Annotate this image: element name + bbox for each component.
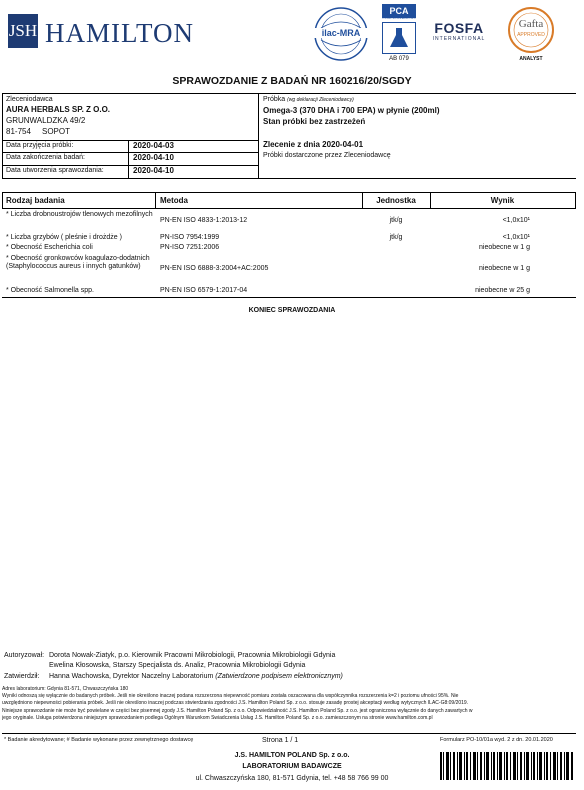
gafta-label: Gafta xyxy=(518,18,544,30)
pca-label: PCA xyxy=(382,4,416,18)
date-received-value: 2020-04-03 xyxy=(133,141,174,150)
table-row xyxy=(0,211,584,233)
date-created-label: Data utworzenia sprawozdania: xyxy=(6,167,104,174)
sample-label-line xyxy=(263,96,354,104)
footer-company: J.S. HAMILTON POLAND Sp. z o.o. xyxy=(234,752,350,759)
row-result: <1,0x10¹ xyxy=(502,217,530,224)
approved-note: (Zatwierdzone podpisem elektronicznym) xyxy=(215,673,343,680)
page-number: Strona 1 / 1 xyxy=(262,737,299,744)
gafta-role: ANALYST xyxy=(519,56,543,62)
authorized-label: Autoryzował: xyxy=(4,652,45,659)
footer-divider xyxy=(2,733,576,734)
col-header-unit: Jednostka xyxy=(376,196,416,205)
client-city: SOPOT xyxy=(42,127,71,136)
row-result: nieobecne w 1 g xyxy=(479,265,530,272)
client-label: Zleceniodawca xyxy=(6,96,53,103)
table-top-border xyxy=(2,192,576,193)
table-bottom-border xyxy=(2,297,576,298)
row-result: nieobecne w 1 g xyxy=(479,244,530,251)
table-vline-right xyxy=(575,192,576,208)
row-method: PN-ISO 7954:1999 xyxy=(160,234,220,241)
legal-line: Wyniki odnoszą się wyłącznie do badanych próbek. Jeśli nie określono inaczej podana rozszerzona niepewność pomiaru została oszacowana dla współczynnika rozszerzenia k=2 i poziomu ufności 95%. Nie xyxy=(2,693,459,700)
date-completed-label: Data zakończenia badań: xyxy=(6,154,85,161)
approved-line xyxy=(49,673,343,681)
row-type: * Obecność Salmonella spp. xyxy=(6,287,94,294)
row-result: nieobecne w 25 g xyxy=(475,287,530,294)
pca-number: AB 079 xyxy=(389,56,409,62)
row-type: * Liczba grzybów ( pleśnie i drożdże ) xyxy=(6,234,122,241)
row-method: PN-EN ISO 6888-3:2004+AC:2005 xyxy=(160,265,269,272)
table-vline-left xyxy=(2,192,3,208)
legal-line: jego oryginale. Usługa potwierdzona niniejszym sprawozdaniem podlega Ogólnym Warunkom Świadczenia Usług J.S. Hamilton Poland Sp. z o.o. zamieszczonym na stronie www.hamilton.com.pl xyxy=(2,714,433,721)
company-logo-name: HAMILTON xyxy=(45,18,195,48)
sample-label-note: (wg deklaracji Zleceniodawcy) xyxy=(287,97,354,103)
sample-delivery: Próbki dostarczone przez Zleceniodawcę xyxy=(263,152,391,159)
sample-label: Próbka xyxy=(263,96,286,103)
client-street: GRUNWALDZKA 49/2 xyxy=(6,116,86,125)
row-method: PN-EN ISO 4833-1:2013-12 xyxy=(160,217,248,224)
dates-table xyxy=(2,140,259,178)
pca-flask-box xyxy=(382,22,416,54)
table-row xyxy=(0,244,584,254)
order-date: Zlecenie z dnia 2020-04-01 xyxy=(263,140,364,149)
table-row xyxy=(0,287,584,297)
report-title: SPRAWOZDANIE Z BADAŃ NR 160216/20/SGDY xyxy=(172,75,412,87)
pca-accreditation-logo xyxy=(382,4,416,64)
box-top-border xyxy=(2,93,576,94)
legal-line: uwzględniono niepewności pobierania próbek. Jeśli nie określono inaczej podczas stwierdzania zgodności J.S. Hamilton Poland Sp. z o.o. stosuje zasadę prostej akceptacji według wytycznych ILAC-G8:09/2019. xyxy=(2,700,469,707)
lab-address: Adres laboratorium: Gdynia 81-571, Chwaszczyńska 180 xyxy=(2,686,129,692)
row-type: * Obecność gronkowców koagulazo-dodatnich (Staphylococcus aureus i innych gatunków) xyxy=(6,255,150,271)
gafta-logo xyxy=(505,6,557,66)
client-postcode: 81-754 xyxy=(6,127,31,136)
row-unit: jtk/g xyxy=(389,234,403,241)
date-created-value: 2020-04-10 xyxy=(133,166,174,175)
client-name: AURA HERBALS SP. Z O.O. xyxy=(6,105,111,114)
footer-lab: LABORATORIUM BADAWCZE xyxy=(242,763,342,770)
table-header-border xyxy=(2,208,576,209)
ilac-mra-label: ilac-MRA xyxy=(313,28,369,38)
fosfa-label: FOSFA xyxy=(434,20,484,36)
authorized-person-1: Dorota Nowak-Ziatyk, p.o. Kierownik Pracowni Mikrobiologii, Pracownia Mikrobiologii Gdynia xyxy=(49,652,336,659)
approved-label: Zatwierdził: xyxy=(4,673,40,680)
form-number: Formularz PO-10/01a wyd. 2 z dn. 20.01.2020 xyxy=(440,737,553,743)
pca-sub: POLSKIE CENTRUM AKREDYTACJI xyxy=(382,18,416,20)
table-row xyxy=(0,255,584,287)
footer-address: ul. Chwaszczyńska 180, 81-571 Gdynia, tel. +48 58 766 99 00 xyxy=(195,775,389,782)
authorized-person-2: Ewelina Kłosowska, Starszy Specjalista ds. Analiz, Pracownia Mikrobiologii Gdynia xyxy=(49,662,306,669)
sample-state: Stan próbki bez zastrzeżeń xyxy=(263,117,366,126)
col-header-result: Wynik xyxy=(490,196,515,205)
col-header-type: Rodzaj badania xyxy=(6,196,65,205)
fosfa-sub: INTERNATIONAL xyxy=(432,36,486,42)
legal-line: Niniejsze sprawozdanie nie może być powielane w części bez pisemnej zgody J.S. Hamilton Poland Sp. z o.o. Odpowiedzialność J.S. Hamilton Poland Sp. z o.o. jest ograniczona wyłącznie do danych zawartych w xyxy=(2,707,473,714)
fosfa-logo xyxy=(430,20,488,46)
date-received-label: Data przyjęcia próbki: xyxy=(6,142,74,149)
row-unit: jtk/g xyxy=(389,217,403,224)
company-logo-mark: JSH xyxy=(8,14,38,48)
approved-name: Hanna Wachowska, Dyrektor Naczelny Laboratorium xyxy=(49,673,214,680)
legal-notes xyxy=(2,686,576,722)
end-of-report: KONIEC SPRAWOZDANIA xyxy=(248,307,336,314)
date-completed-value: 2020-04-10 xyxy=(133,153,174,162)
row-type: * Obecność Escherichia coli xyxy=(6,244,93,251)
row-method: PN-EN ISO 6579-1:2017-04 xyxy=(160,287,248,294)
row-result: <1,0x10¹ xyxy=(502,234,530,241)
col-header-method: Metoda xyxy=(160,196,188,205)
row-type: * Liczba drobnoustrojów tlenowych mezofilnych xyxy=(6,211,153,218)
row-method: PN-ISO 7251:2006 xyxy=(160,244,220,251)
table-row xyxy=(0,234,584,244)
box-bottom-border xyxy=(2,178,576,179)
gafta-sub: APPROVED xyxy=(517,32,545,38)
flask-icon xyxy=(383,23,415,53)
sample-name: Omega-3 (370 DHA i 700 EPA) w płynie (200ml) xyxy=(263,106,440,115)
table-vline-1 xyxy=(155,192,156,208)
ilac-mra-logo xyxy=(313,6,369,62)
barcode xyxy=(440,752,574,780)
accreditation-legend: * Badanie akredytowane; # Badanie wykonane przez zewnętrznego dostawcę xyxy=(4,737,194,743)
